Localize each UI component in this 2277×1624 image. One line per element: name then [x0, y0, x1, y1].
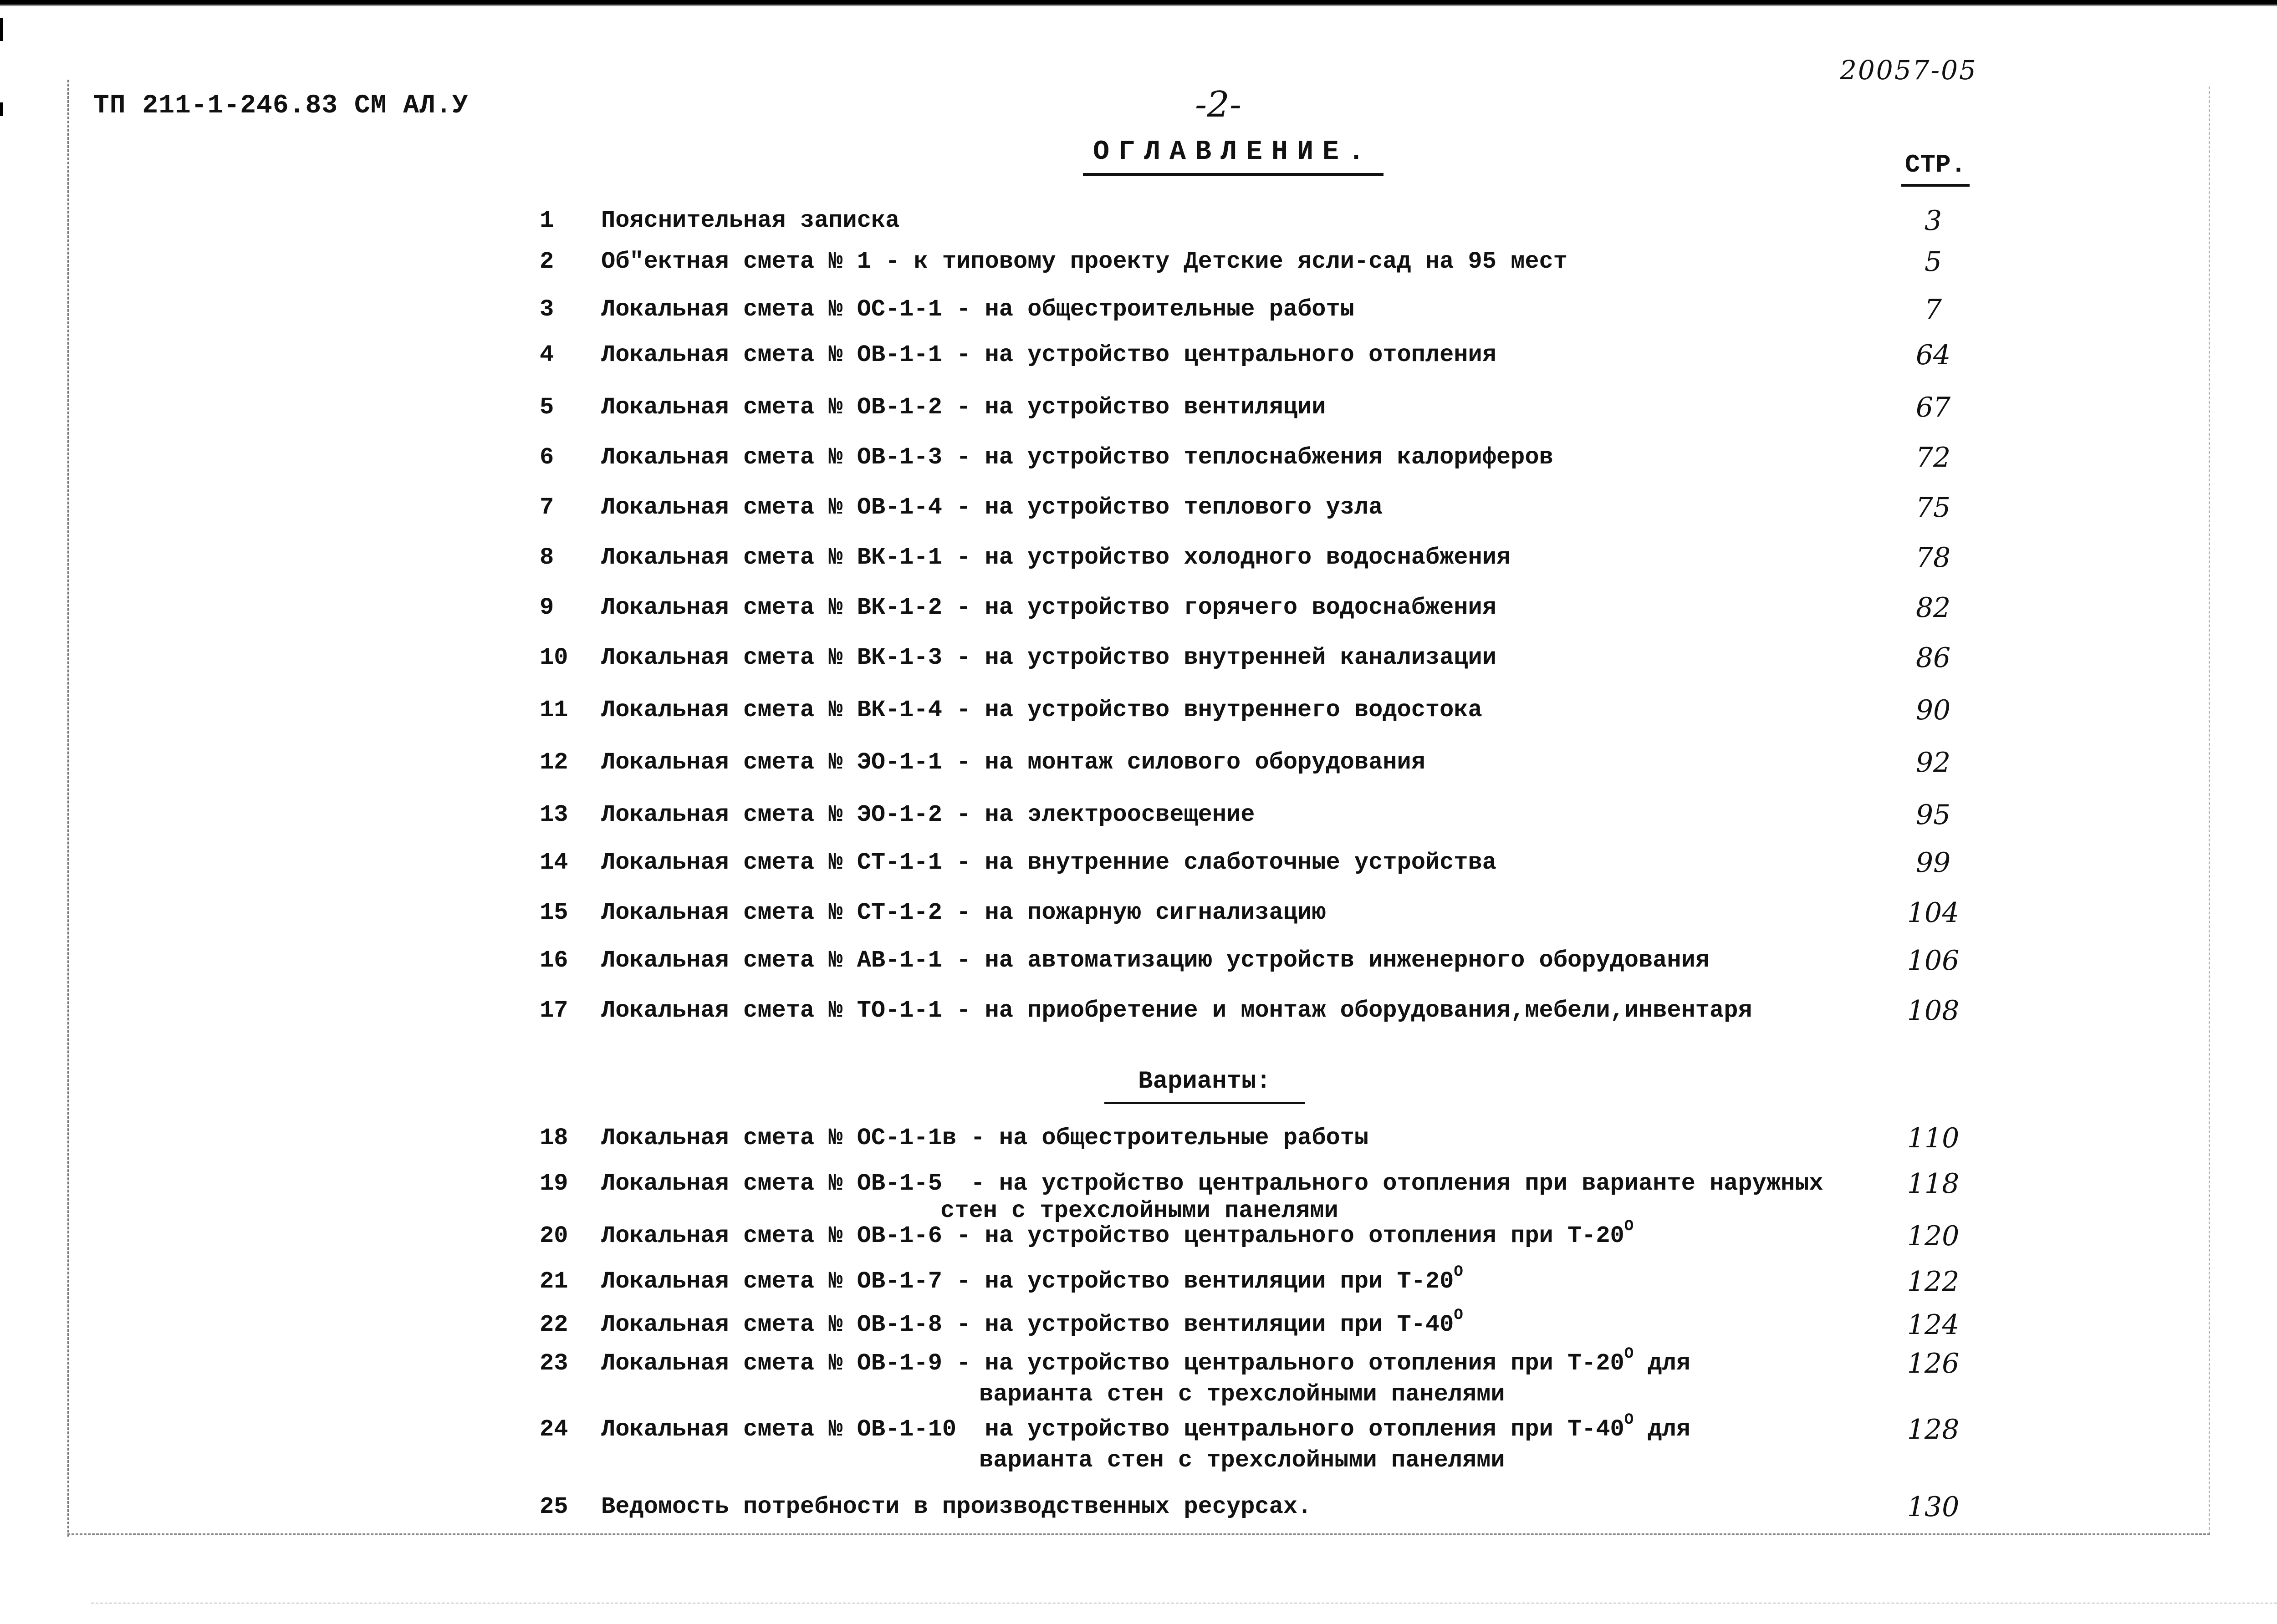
entry-title-text: Ведомость потребности в производственных ресурсах. — [601, 1493, 1312, 1520]
entry-title — [601, 1345, 1690, 1377]
entry-title — [601, 1307, 1463, 1339]
entry-title — [601, 1263, 1463, 1295]
entry-title-text: Локальная смета № ВК-1-1 - на устройство холодного водоснабжения — [601, 544, 1511, 571]
entry-number: 14 — [540, 849, 568, 876]
entry-page-number: 95 — [1915, 799, 1951, 831]
entry-number: 21 — [540, 1268, 568, 1295]
entry-title — [601, 1125, 1368, 1152]
scan-mark-left — [0, 102, 3, 116]
entry-title-text: Локальная смета № ОВ-1-1 - на устройство центрального отопления — [601, 341, 1496, 368]
entry-title — [601, 248, 1567, 275]
entry-number: 16 — [540, 947, 568, 974]
degree-mark: О — [1624, 1218, 1634, 1235]
entry-title-text: Локальная смета № ОВ-1-6 - на устройство центрального отопления при Т-20 — [601, 1222, 1624, 1249]
entry-title — [601, 899, 1326, 927]
document-code: ТП 211-1-246.83 СМ АЛ.У — [93, 91, 469, 121]
entry-number: 15 — [540, 899, 568, 926]
entry-number: 1 — [540, 207, 554, 234]
entry-title — [601, 1218, 1634, 1250]
entry-title-text: Локальная смета № АВ-1-1 - на автоматизацию устройств инженерного оборудования — [601, 947, 1710, 974]
entry-page-number: 3 — [1924, 205, 1942, 237]
entry-page-number: 124 — [1907, 1309, 1960, 1341]
entry-title-continuation: варианта стен с трехслойными панелями — [979, 1381, 1505, 1408]
entry-page-number: 72 — [1915, 442, 1951, 473]
entry-title — [601, 801, 1255, 829]
entry-title — [601, 849, 1496, 876]
entry-title — [601, 997, 1752, 1024]
entry-title-tail: для — [1634, 1350, 1690, 1377]
entry-page-number: 104 — [1907, 897, 1960, 929]
entry-title-text: Локальная смета № ОВ-1-10 на устройство центрального отопления при Т-40 — [601, 1416, 1624, 1443]
entry-title-continuation: стен с трехслойными панелями — [940, 1197, 1338, 1224]
entry-page-number: 92 — [1915, 747, 1951, 779]
toc-title: ОГЛАВЛЕНИЕ. — [1083, 137, 1384, 176]
entry-title-text: Локальная смета № ТО-1-1 - на приобретение и монтаж оборудования,мебели,инвентаря — [601, 997, 1752, 1024]
entry-number: 18 — [540, 1125, 568, 1151]
entry-title-text: Локальная смета № ОВ-1-2 - на устройство вентиляции — [601, 394, 1326, 421]
entry-page-number: 78 — [1915, 542, 1951, 574]
entry-page-number: 110 — [1907, 1122, 1960, 1154]
entry-page-number: 106 — [1907, 945, 1960, 977]
entry-page-number: 67 — [1915, 392, 1951, 423]
entry-title-text: Локальная смета № ВК-1-4 - на устройство внутреннего водостока — [601, 697, 1482, 723]
entry-number: 24 — [540, 1416, 568, 1443]
degree-mark: О — [1624, 1411, 1634, 1429]
entry-number: 11 — [540, 697, 568, 723]
entry-number: 19 — [540, 1170, 568, 1197]
entry-title-continuation: варианта стен с трехслойными панелями — [979, 1447, 1505, 1474]
entry-title-text: Локальная смета № СТ-1-2 - на пожарную сигнализацию — [601, 899, 1326, 926]
entry-number: 9 — [540, 594, 554, 621]
entry-title — [601, 644, 1496, 672]
entry-title-text: Локальная смета № ОВ-1-8 - на устройство вентиляции при Т-40 — [601, 1311, 1454, 1338]
entry-number: 6 — [540, 444, 554, 471]
entry-number: 23 — [540, 1350, 568, 1377]
entry-title-text: Об"ектная смета № 1 - к типовому проекту Детские ясли-сад на 95 мест — [601, 248, 1567, 275]
entry-title-text: Локальная смета № ОВ-1-9 - на устройство центрального отопления при Т-20 — [601, 1350, 1624, 1377]
entry-title — [601, 1411, 1690, 1443]
entry-page-number: 64 — [1915, 339, 1951, 371]
entry-title-tail: для — [1634, 1416, 1690, 1443]
degree-mark: О — [1454, 1307, 1463, 1324]
entry-title — [601, 544, 1511, 571]
entry-number: 2 — [540, 248, 554, 275]
entry-title-text: Локальная смета № ЭО-1-2 - на электроосвещение — [601, 801, 1255, 828]
entry-title-text: Локальная смета № ОС-1-1в - на общестроительные работы — [601, 1125, 1369, 1151]
entry-page-number: 5 — [1924, 246, 1942, 278]
frame-border-bottom — [67, 1533, 2210, 1535]
entry-number: 13 — [540, 801, 568, 828]
entry-page-number: 122 — [1907, 1266, 1960, 1298]
scan-mark-left — [0, 18, 3, 41]
entry-title — [601, 207, 899, 234]
entry-page-number: 82 — [1915, 592, 1951, 624]
archive-number: 20057-05 — [1840, 55, 1977, 86]
entry-title-text: Локальная смета № ОС-1-1 - на общестроительные работы — [601, 296, 1354, 323]
frame-border-left — [67, 80, 69, 1537]
entry-title-text: Пояснительная записка — [601, 207, 900, 234]
entry-number: 8 — [540, 544, 554, 571]
entry-number: 3 — [540, 296, 554, 323]
entry-number: 17 — [540, 997, 568, 1024]
entry-number: 20 — [540, 1222, 568, 1249]
page-number: -2- — [1195, 84, 1242, 125]
entry-page-number: 86 — [1915, 642, 1951, 674]
entry-title — [601, 947, 1710, 974]
entry-title-text: Локальная смета № ВК-1-2 - на устройство горячего водоснабжения — [601, 594, 1496, 621]
entry-title-text: Локальная смета № СТ-1-1 - на внутренние слаботочные устройства — [601, 849, 1496, 876]
entry-page-number: 128 — [1907, 1414, 1960, 1446]
entry-number: 5 — [540, 394, 554, 421]
degree-mark: О — [1624, 1345, 1634, 1363]
degree-mark: О — [1454, 1263, 1463, 1281]
entry-page-number: 130 — [1907, 1491, 1960, 1523]
entry-title — [601, 494, 1383, 521]
entry-page-number: 75 — [1915, 492, 1951, 524]
entry-page-number: 7 — [1924, 294, 1942, 326]
entry-number: 25 — [540, 1493, 568, 1520]
frame-border-right — [2209, 87, 2210, 1534]
entry-number: 4 — [540, 341, 554, 368]
entry-title-text: Локальная смета № ОВ-1-5 - на устройство центрального отопления при варианте наружных — [601, 1170, 1823, 1197]
entry-title-text: Локальная смета № ОВ-1-3 - на устройство теплоснабжения калориферов — [601, 444, 1553, 471]
scan-edge-top — [0, 0, 2277, 6]
entry-page-number: 99 — [1915, 847, 1951, 879]
variants-heading: Варианты: — [1104, 1068, 1305, 1104]
entry-title — [601, 594, 1496, 621]
entry-title — [601, 749, 1425, 776]
entry-number: 7 — [540, 494, 554, 521]
entry-number: 10 — [540, 644, 568, 671]
entry-title-text: Локальная смета № ОВ-1-4 - на устройство теплового узла — [601, 494, 1383, 521]
entry-page-number: 118 — [1907, 1168, 1960, 1200]
entry-number: 12 — [540, 749, 568, 776]
entry-title-text: Локальная смета № ВК-1-3 - на устройство внутренней канализации — [601, 644, 1496, 671]
entry-title — [601, 1493, 1312, 1521]
entry-page-number: 108 — [1907, 995, 1960, 1027]
entry-title — [601, 444, 1553, 471]
entry-title — [601, 697, 1482, 724]
entry-title — [601, 341, 1496, 369]
entry-number: 22 — [540, 1311, 568, 1338]
entry-title — [601, 1170, 1823, 1197]
entry-title — [601, 394, 1326, 421]
page-column-header: СТР. — [1901, 150, 1970, 187]
entry-title-text: Локальная смета № ЭО-1-1 - на монтаж силового оборудования — [601, 749, 1425, 776]
entry-page-number: 120 — [1907, 1220, 1960, 1252]
entry-title — [601, 296, 1354, 323]
entry-title-text: Локальная смета № ОВ-1-7 - на устройство вентиляции при Т-20 — [601, 1268, 1454, 1295]
scan-noise-footer — [91, 1603, 2277, 1604]
entry-page-number: 90 — [1915, 694, 1951, 726]
entry-page-number: 126 — [1907, 1348, 1960, 1380]
